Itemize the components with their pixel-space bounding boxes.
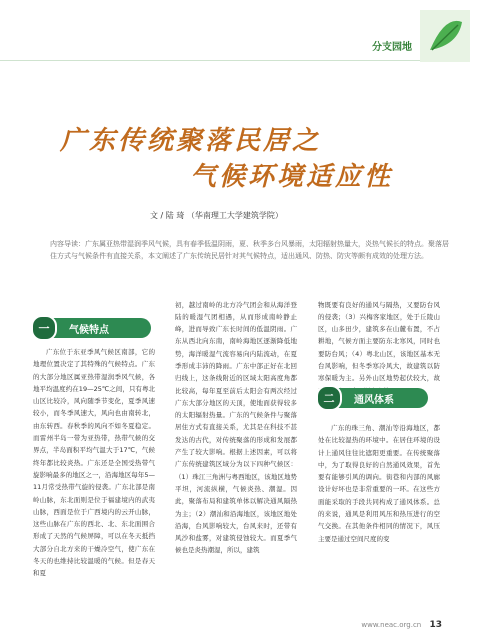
page-header [0, 0, 480, 70]
paragraph: 广东的珠三角、潮汕等沿海地区，都处在比较湿热的环境中。在居住环境的设计上通风往往比遮阳更重要。在传统聚落中，为了取得良好的自然通风效果，首先要有能够引风的调向。街巷和内部的风廊设计好坏也是非常重要的一环。在这些方面能采取的手段共同构成了通风体系。总的来说，通风是利用风压和热压进行的空气交换。在其他条件相同的情况下，风压主要是通过空间尺度的变 [318, 424, 440, 543]
section-label: 分支园地 [372, 42, 412, 53]
intro-text: 内容导读：广东属亚热带湿润季风气候，具有春季低温阴雨，夏、秋季多台风暴雨，太阳辐射热量大，炎热气候长的特点。聚落居住方式与气候条件有直接关系，本文阐述了广东传统民居针对其气候特点，适出通风、防热、防灾等颇有成效的处理方法。 [50, 240, 449, 260]
section-heading-climate [33, 318, 151, 338]
article-title-line2: 气候环境适应性 [190, 162, 394, 192]
text-column-1 [33, 346, 155, 580]
page-footer [361, 620, 442, 630]
footer-url: www.neac.org.cn [361, 621, 422, 629]
paragraph: 广东位于东亚季风气候区南部，它的地理位置决定了其特殊的气候特点。广东的大部分地区属亚热带湿润季风气候，各地平均温度约在19—25℃之间，只有粤北山区比较冷，风向随季节变化，夏季风速较小，而冬季风速大，风向也由南转北，由东转西。春秋季的风向不如冬夏稳定。而雷州半岛一带为亚热带，热带气候的交界点，半岛面积平均气温大于17℃，气候终年都比较炎热。广东还是全国受热带气旋影响最多的地区之一，沿海地区每年5—11月常受热带气旋的侵袭。广东北部是南岭山脉，东北面则是位于福建境内的武夷山脉，西面是位于广西境内的云开山脉，这些山脉在广东的西北、北、东北面围合形成了天然的气候屏障，可以在冬天抵挡大部分自北方来的干燥冷空气，使广东在冬天的也维持比较温暖的气候。但是春天和夏 [33, 348, 155, 578]
section-heading-ventilation [318, 388, 428, 408]
section-title: 气候特点 [69, 324, 109, 336]
article-title-line1: 广东传统聚落民居之 [60, 126, 322, 156]
header-divider [0, 60, 420, 61]
section-number: 二 [316, 385, 342, 411]
page-number: 13 [429, 620, 442, 630]
section-title: 通风体系 [354, 394, 394, 406]
text-column-2 [175, 292, 297, 563]
leaf-logo-icon [420, 10, 470, 62]
author-line: 文 / 陆 琦 （华南理工大学建筑学院） [150, 211, 283, 220]
paragraph: 物既要有良好的通风与隔热，又要防台风的侵袭；（3）兴梅客家地区，处于丘陵山区，山多田少，建筑多在山麓布置，不占耕地，气候方面主要防东北寒风，同时也要防台风；（4）粤北山区，该地区基本无台风影响，但冬季寒冷风大，故建筑以防寒保暖为主。另外山区地势起伏较大，故 [318, 300, 440, 383]
text-column-3b [318, 422, 440, 545]
paragraph: 初，越过南岭的北方冷气团会和从海洋登陆的暖湿气团相遇，从而形成南岭静止峰，进而导致广东长时间的低温阴雨。广东从西北向东南，南岭海地区逐渐降低地势，海洋暖湿气流容易向内陆流动，在夏季形成丰沛的降雨。广东中部正好在北回归线上，这条线附近的区域太阳高度角都比较高，每年夏至前后太阳会有两次经过广东大部分地区的天顶，使地面获得较多的太阳辐射热量。广东的气候条件与聚落居住方式有直接关系，尤其是在科技不甚发达的古代，对传统聚落的形成和发展都产生了较大影响。根据上述因素，可以将广东传统建筑区域分为以下四种气候区：（1）珠江三角洲与粤西地区，该地区地势平坦，河流纵横，气候炎热、潮湿。因此，聚落布局和建筑单体以解决通风隔热为主；（2）潮汕和沿海地区，该地区地处沿海，台风影响较大，台风来时，还带有风沙和盐雾，对建筑侵蚀较大。而夏季气候也是炎热潮湿，所以，建筑 [175, 300, 297, 555]
section-number: 一 [31, 315, 57, 341]
